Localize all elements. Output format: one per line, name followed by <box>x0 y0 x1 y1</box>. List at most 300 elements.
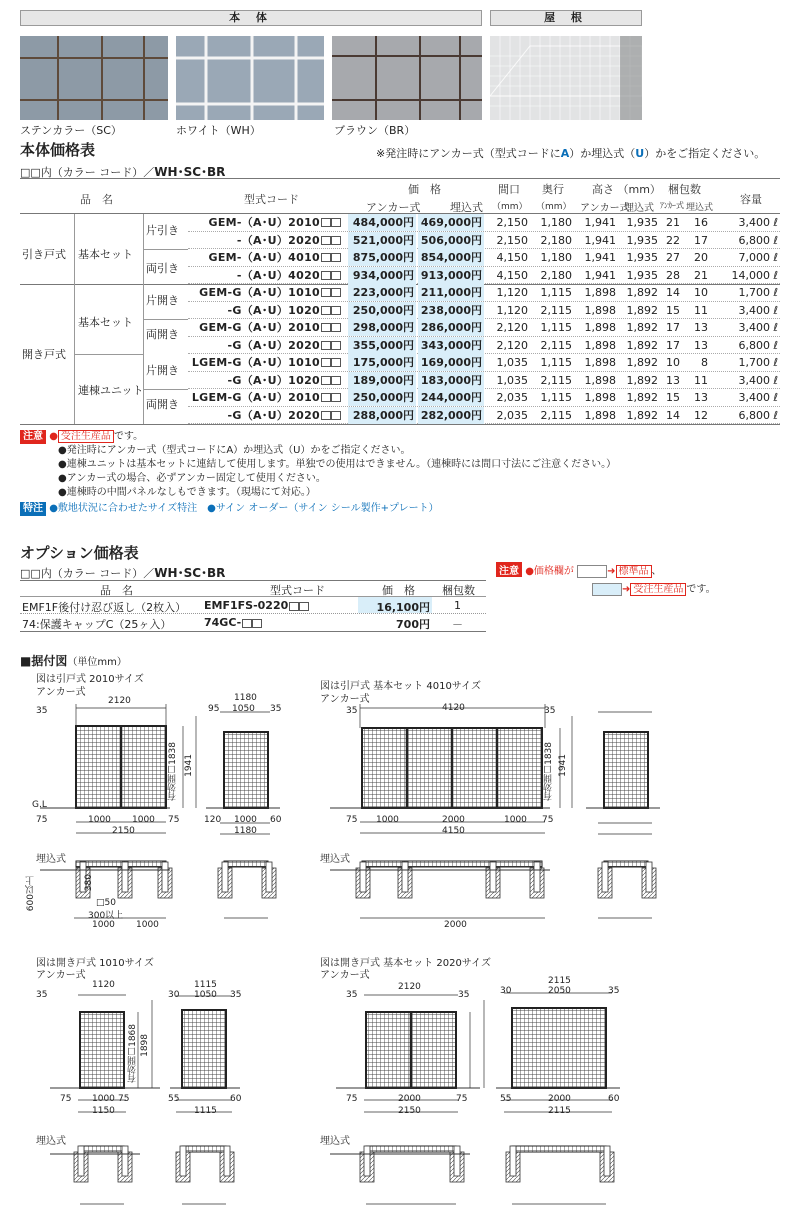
capacity-cell: 3,400 ℓ <box>738 391 778 404</box>
anchor-price: 189,000円 <box>348 372 416 389</box>
color-code-boxes <box>321 358 341 367</box>
anchor-price: 934,000円 <box>348 267 416 284</box>
dimension-label: 55 <box>500 1094 512 1104</box>
depth-cell: 1,115 <box>540 321 572 334</box>
depth-cell: 2,115 <box>540 338 572 352</box>
embed-price: 506,000円 <box>418 232 484 249</box>
pack-anchor-cell: 21 <box>666 216 680 229</box>
dimension-label: 1000 <box>92 1094 115 1104</box>
dimension-label: 1000 <box>92 920 115 930</box>
special-text: ●敷地状況に合わせたサイズ特注 ●サイン オーダー（サイン シール製作+プレート） <box>49 503 439 514</box>
width-cell: 2,035 <box>496 391 528 404</box>
depth-cell: 1,115 <box>540 356 572 369</box>
price-row <box>188 372 780 390</box>
col-divider <box>74 214 75 424</box>
header-pack: 梱包数 <box>668 183 701 196</box>
dimension-label: 2150 <box>112 826 135 836</box>
height-anchor-cell: 1,941 <box>584 268 616 282</box>
dimension-label: 75 <box>346 1094 358 1104</box>
height-embed-cell: 1,892 <box>626 303 658 317</box>
price-row <box>188 214 780 232</box>
d4-sub: アンカー式 <box>320 970 370 981</box>
height-embed-cell: 1,892 <box>626 408 658 422</box>
capacity-cell: 3,400 ℓ <box>738 321 778 334</box>
dimension-label-vertical: 有効開口1838 <box>544 742 554 801</box>
color-code-boxes <box>321 411 341 420</box>
dimension-label: 35 <box>544 706 556 716</box>
dimension-label: 2000 <box>398 1094 421 1104</box>
price-table-title: 本体価格表 <box>20 141 96 159</box>
price-legend: 注意 ●価格欄が ➜ 標準品 、 <box>496 562 662 578</box>
color-code-boxes <box>321 306 341 315</box>
code-cell: -G（A･U）1020 <box>227 373 320 387</box>
roof-image <box>490 36 642 120</box>
dimension-label: 35 <box>346 990 358 1000</box>
header-depth-unit: （mm） <box>536 202 572 212</box>
group-unit: 連棟ユニット <box>78 384 144 397</box>
option-name: 74:保護キャップC（25ヶ入） <box>22 618 172 631</box>
dimension-label: 75 <box>118 1094 130 1104</box>
capacity-cell: 3,400 ℓ <box>738 303 778 317</box>
capacity-cell: 6,800 ℓ <box>738 233 778 247</box>
caution-badge: 注意 <box>20 430 46 444</box>
width-cell: 4,150 <box>496 251 528 264</box>
dimension-label: 1000 <box>376 815 399 825</box>
dimension-label: 35 <box>608 986 620 996</box>
code-cell: -G（A･U）2020 <box>227 408 320 422</box>
price-row <box>188 249 780 267</box>
post <box>122 862 128 892</box>
capacity-cell: 7,000 ℓ <box>738 251 778 264</box>
roof-beam <box>604 861 648 867</box>
header-p-embed: 埋込式 <box>686 203 714 213</box>
post <box>360 862 366 892</box>
option-price: 700円 <box>396 618 430 631</box>
dimension-label: 1050 <box>194 990 217 1000</box>
height-anchor-cell: 1,941 <box>584 251 616 264</box>
swatch-br-label: ブラウン（BR） <box>334 124 416 137</box>
note-item: ●連棟ユニットは基本セットに連結して使用します。単独での使用はできません。（連棟時には間口寸法にご注意ください。） <box>58 459 617 470</box>
height-anchor-cell: 1,898 <box>584 408 616 422</box>
color-code-boxes <box>321 218 341 227</box>
option-pack: 1 <box>454 599 461 612</box>
group-basic-open: 基本セット <box>78 316 133 329</box>
height-anchor-cell: 1,898 <box>584 391 616 404</box>
dimension-label: 2150 <box>398 1106 421 1116</box>
dimension-label: 2000 <box>548 1094 571 1104</box>
special-badge: 特注 <box>20 502 46 516</box>
dimension-label: 2115 <box>548 1106 571 1116</box>
table-bottom <box>20 424 780 425</box>
header-price: 価 格 <box>408 183 441 196</box>
code-cell: LGEM-G（A･U）2010 <box>191 391 320 404</box>
pack-anchor-cell: 22 <box>666 233 680 247</box>
post <box>224 1146 230 1176</box>
pack-embed-cell: 17 <box>694 233 708 247</box>
dimension-label: 35 <box>36 990 48 1000</box>
height-anchor-cell: 1,941 <box>584 233 616 247</box>
embed-price: 854,000円 <box>418 249 484 266</box>
group-double-open-1: 両開き <box>146 328 179 341</box>
post <box>454 1146 460 1176</box>
fence-panel <box>80 1012 124 1088</box>
capacity-cell: 3,400 ℓ <box>738 373 778 387</box>
pack-anchor-cell: 15 <box>666 391 680 404</box>
dimension-label: 120 <box>204 815 222 825</box>
code-cell: -（A･U）4020 <box>236 268 320 282</box>
option-code: 74GC- <box>204 616 262 629</box>
dimension-label: 1115 <box>194 1106 217 1116</box>
fence-panel <box>604 732 648 808</box>
capacity-cell: 6,800 ℓ <box>738 408 778 422</box>
dimension-label: 1180 <box>234 826 257 836</box>
option-code: EMF1FS-0220 <box>204 599 309 612</box>
swatch-wh-image <box>176 36 324 120</box>
legend-standard: 標準品 <box>616 565 652 578</box>
color-code-boxes <box>321 253 341 262</box>
dimension-label: 1050 <box>232 704 255 714</box>
height-embed-cell: 1,935 <box>626 233 658 247</box>
roof-mesh-image <box>490 36 642 120</box>
width-cell: 1,120 <box>496 286 528 299</box>
dimension-label: 1000 <box>132 815 155 825</box>
dimension-label: 300以上 <box>88 911 124 921</box>
d1-title: 図は引戸式 2010サイズ <box>36 674 144 685</box>
dimension-label-vertical: 1941 <box>184 754 194 777</box>
dimension-label: 2115 <box>548 976 571 986</box>
header-width: 間口 <box>498 183 520 196</box>
dimension-label: 55 <box>168 1094 180 1104</box>
post <box>78 1146 84 1176</box>
width-cell: 4,150 <box>496 268 528 282</box>
dimension-label: 1000 <box>136 920 159 930</box>
dimension-label: 1180 <box>234 693 257 703</box>
embed-price: 183,000円 <box>418 372 484 389</box>
dimension-label: 1000 <box>504 815 527 825</box>
option-row <box>20 597 486 614</box>
color-code-boxes <box>321 236 341 245</box>
dimension-label: 30 <box>168 990 180 1000</box>
post <box>266 862 272 892</box>
header-width-unit: （mm） <box>492 202 528 212</box>
anchor-price: 521,000円 <box>348 232 416 249</box>
height-embed-cell: 1,892 <box>626 338 658 352</box>
body-header: 本 体 <box>20 10 482 26</box>
roof-beam <box>224 861 268 867</box>
pack-embed-cell: 8 <box>701 356 708 369</box>
post <box>534 862 540 892</box>
post <box>646 862 652 892</box>
height-embed-cell: 1,892 <box>626 286 658 299</box>
dimension-label: 35 <box>458 990 470 1000</box>
header-anchor: アンカー式 <box>366 201 421 214</box>
dimension-label-vertical: 有効開口1838 <box>168 742 178 801</box>
dimension-label: 2000 <box>442 815 465 825</box>
code-cell: -G（A･U）2020 <box>227 338 320 352</box>
capacity-cell: 3,400 ℓ <box>738 216 778 229</box>
pack-embed-cell: 11 <box>694 373 708 387</box>
height-embed-cell: 1,935 <box>626 251 658 264</box>
pack-embed-cell: 11 <box>694 303 708 317</box>
height-anchor-cell: 1,898 <box>584 286 616 299</box>
post <box>490 862 496 892</box>
price-row <box>188 232 780 250</box>
pack-embed-cell: 16 <box>694 216 708 229</box>
header-capacity: 容量 <box>740 193 762 206</box>
pack-embed-cell: 10 <box>694 286 708 299</box>
opt-header-code: 型式コード <box>270 584 325 597</box>
depth-cell: 2,180 <box>540 233 572 247</box>
group-single-open-2: 片開き <box>146 364 179 377</box>
pack-anchor-cell: 17 <box>666 338 680 352</box>
width-cell: 1,035 <box>496 373 528 387</box>
swatch-sc-image <box>20 36 168 120</box>
dimension-label: 2120 <box>398 982 421 992</box>
pack-anchor-cell: 14 <box>666 286 680 299</box>
height-embed-cell: 1,892 <box>626 373 658 387</box>
dimension-label: 1150 <box>92 1106 115 1116</box>
option-name: EMF1F後付け忍び返し（2枚入） <box>22 601 187 614</box>
price-row <box>188 267 780 285</box>
dimension-label: 95 <box>208 704 220 714</box>
roof-beam <box>76 861 166 867</box>
legend-prefix: ●価格欄が <box>525 566 574 577</box>
anchor-price: 288,000円 <box>348 407 416 424</box>
anchor-price: 175,000円 <box>348 354 416 371</box>
swatch-sc-label: ステンカラー（SC） <box>20 124 122 137</box>
pack-embed-cell: 13 <box>694 338 708 352</box>
group-single-open-1: 片開き <box>146 294 179 307</box>
code-cell: GEM-G（A･U）2010 <box>199 321 320 334</box>
code-cell: GEM-（A･U）4010 <box>208 251 320 264</box>
dimension-label-vertical: 1941 <box>558 754 568 777</box>
roof-beam <box>80 1146 124 1152</box>
color-code-boxes <box>321 376 341 385</box>
grid-panel-image <box>332 36 482 120</box>
capacity-cell: 14,000 ℓ <box>731 268 778 282</box>
pack-anchor-cell: 27 <box>666 251 680 264</box>
order-note: ※発注時にアンカー式（型式コードにA）か埋込式（U）かをご指定ください。 <box>376 147 766 160</box>
grid-panel-image <box>176 36 324 120</box>
group-slide: 引き戸式 <box>22 248 66 261</box>
fence-panel <box>224 732 268 808</box>
col-divider <box>74 354 144 355</box>
made-to-order-label: 受注生産品 <box>58 430 114 443</box>
opt-header-pack: 梱包数 <box>442 584 475 597</box>
color-code-note: □□内（カラー コード）／WH･SC･BR <box>20 165 226 179</box>
color-code-boxes <box>321 393 341 402</box>
dimension-label: 2050 <box>548 986 571 996</box>
depth-cell: 2,180 <box>540 268 572 282</box>
made-to-order-suffix: です。 <box>113 431 144 442</box>
post <box>602 862 608 892</box>
dimension-label: 75 <box>36 815 48 825</box>
pack-anchor-cell: 15 <box>666 303 680 317</box>
anchor-price: 484,000円 <box>348 214 416 231</box>
width-cell: 1,120 <box>496 303 528 317</box>
post <box>122 1146 128 1176</box>
group-open: 開き戸式 <box>22 348 66 361</box>
dimension-label-vertical: 600以上 <box>26 876 36 912</box>
code-cell: -（A･U）2020 <box>236 233 320 247</box>
roof-beam <box>512 1146 606 1152</box>
dimension-label: 1000 <box>88 815 111 825</box>
code-cell: GEM-G（A･U）1010 <box>199 286 320 299</box>
color-code-boxes <box>321 323 341 332</box>
post <box>604 1146 610 1176</box>
width-cell: 2,150 <box>496 216 528 229</box>
embed-price: 282,000円 <box>418 407 484 424</box>
embed-price: 343,000円 <box>418 337 484 354</box>
d4-title: 図は開き戸式 基本セット 2020サイズ <box>320 958 492 969</box>
dimension-label: 60 <box>270 815 282 825</box>
group-double-open-2: 両開き <box>146 398 179 411</box>
post <box>180 1146 186 1176</box>
depth-cell: 2,115 <box>540 303 572 317</box>
group-single-slide: 片引き <box>146 224 179 237</box>
width-cell: 2,120 <box>496 321 528 334</box>
dimension-label-vertical: 380 <box>84 874 94 892</box>
price-rows <box>188 214 780 424</box>
white-swatch <box>577 565 607 578</box>
dimension-label: G.L <box>32 800 47 810</box>
caution-notes: 注意 ● 受注生産品 です。 ●発注時にアンカー式（型式コードにA）か埋込式（U）かをご指定ください。 ●連棟ユニットは基本セットに連結して使用します。単独での使用はできません。（連棟時には間口寸法にご注意ください。） ●アンカー式の場合、必ずアンカー固定して使用ください。 ●連棟時の中間パネルなしもできます。（現場にて対応。） 特注 ●敷地状況に合わせたサイズ特注 ●サイン オーダー（サイン シール製作+プレート） <box>20 430 616 516</box>
price-row <box>188 302 780 320</box>
legend-order: 受注生産品 <box>630 583 686 596</box>
dimension-label: 75 <box>542 815 554 825</box>
embed-price: 469,000円 <box>418 214 484 231</box>
dimension-label: 35 <box>270 704 282 714</box>
width-cell: 2,120 <box>496 338 528 352</box>
group-basic-slide: 基本セット <box>78 248 133 261</box>
height-anchor-cell: 1,898 <box>584 356 616 369</box>
dimension-label: 2000 <box>444 920 467 930</box>
legend-badge: 注意 <box>496 562 522 577</box>
height-embed-cell: 1,935 <box>626 216 658 229</box>
dimension-label: 60 <box>230 1094 242 1104</box>
dimension-label: 60 <box>608 1094 620 1104</box>
option-pack: － <box>452 618 463 631</box>
grid-panel-image <box>20 36 168 120</box>
dimension-label: 35 <box>230 990 242 1000</box>
depth-cell: 1,115 <box>540 286 572 299</box>
post <box>222 862 228 892</box>
fence-panel <box>182 1010 226 1088</box>
embed-label-2: 埋込式 <box>320 854 350 865</box>
post <box>364 1146 370 1176</box>
width-cell: 1,035 <box>496 356 528 369</box>
roof-beam <box>362 861 542 867</box>
price-row <box>188 389 780 407</box>
anchor-price: 250,000円 <box>348 302 416 319</box>
depth-cell: 2,115 <box>540 373 572 387</box>
dimension-label: 35 <box>36 706 48 716</box>
embed-price: 238,000円 <box>418 302 484 319</box>
post <box>162 862 168 892</box>
width-cell: 2,150 <box>496 233 528 247</box>
dimension-label: 75 <box>346 815 358 825</box>
width-cell: 2,035 <box>496 408 528 422</box>
roof-header: 屋 根 <box>490 10 642 26</box>
swatch-wh-label: ホワイト（WH） <box>176 124 261 137</box>
price-row <box>188 284 780 302</box>
note-item: ●連棟時の中間パネルなしもできます。（現場にて対応。） <box>58 487 316 498</box>
opt-header-price: 価 格 <box>382 584 415 597</box>
anchor-price: 298,000円 <box>348 319 416 336</box>
embed-label-1: 埋込式 <box>36 854 66 865</box>
embed-price: 286,000円 <box>418 319 484 336</box>
options-color-note: □□内（カラー コード）／WH･SC･BR <box>20 566 226 580</box>
depth-cell: 1,115 <box>540 391 572 404</box>
col-divider <box>143 389 188 390</box>
header-h-anchor: アンカー式 <box>580 203 630 214</box>
header-h-embed: 埋込式 <box>624 203 654 214</box>
height-anchor-cell: 1,898 <box>584 373 616 387</box>
pack-anchor-cell: 14 <box>666 408 680 422</box>
capacity-cell: 6,800 ℓ <box>738 338 778 352</box>
d3-sub: アンカー式 <box>36 970 86 981</box>
d3-title: 図は開き戸式 1010サイズ <box>36 958 154 969</box>
depth-cell: 1,180 <box>540 251 572 264</box>
dimension-label: 75 <box>168 815 180 825</box>
blue-swatch <box>592 583 622 596</box>
opt-header-name: 品 名 <box>100 584 133 597</box>
roof-beam <box>182 1146 226 1152</box>
height-embed-cell: 1,892 <box>626 391 658 404</box>
color-code-boxes <box>321 271 341 280</box>
pack-embed-cell: 13 <box>694 321 708 334</box>
price-row <box>188 319 780 337</box>
pack-anchor-cell: 10 <box>666 356 680 369</box>
height-embed-cell: 1,935 <box>626 268 658 282</box>
post <box>510 1146 516 1176</box>
d2-sub: アンカー式 <box>320 694 370 705</box>
post <box>402 862 408 892</box>
price-table-header <box>20 178 780 214</box>
dimension-label: 2120 <box>108 696 131 706</box>
code-cell: -G（A･U）1020 <box>227 303 320 317</box>
anchor-price: 223,000円 <box>348 284 416 301</box>
height-anchor-cell: 1,898 <box>584 338 616 352</box>
dimension-label: □50 <box>96 898 116 908</box>
pack-embed-cell: 21 <box>694 268 708 282</box>
drawings-title: ■据付図（単位mm） <box>20 654 127 668</box>
height-embed-cell: 1,892 <box>626 321 658 334</box>
embed-label-4: 埋込式 <box>320 1136 350 1147</box>
header-p-anchor: ｱﾝｶｰ式 <box>660 201 684 210</box>
price-legend-2: ➜ 受注生産品 です。 <box>592 580 716 596</box>
pack-anchor-cell: 17 <box>666 321 680 334</box>
fence-panel <box>512 1008 606 1088</box>
capacity-cell: 1,700 ℓ <box>738 356 778 369</box>
pack-embed-cell: 13 <box>694 391 708 404</box>
anchor-price: 250,000円 <box>348 389 416 406</box>
code-cell: LGEM-G（A･U）1010 <box>191 356 320 369</box>
color-code-boxes <box>321 288 341 297</box>
dimension-label: 75 <box>60 1094 72 1104</box>
embed-price: 913,000円 <box>418 267 484 284</box>
header-depth: 奥行 <box>542 183 564 196</box>
note-item: ●アンカー式の場合、必ずアンカー固定して使用ください。 <box>58 473 326 484</box>
option-price: 16,100円 <box>358 597 432 613</box>
capacity-cell: 1,700 ℓ <box>738 286 778 299</box>
dimension-label: 1000 <box>234 815 257 825</box>
dimension-label: 4150 <box>442 826 465 836</box>
header-name: 品 名 <box>80 193 113 206</box>
options-title: オプション価格表 <box>20 544 139 562</box>
header-code: 型式コード <box>244 193 299 206</box>
color-code-boxes <box>321 341 341 350</box>
